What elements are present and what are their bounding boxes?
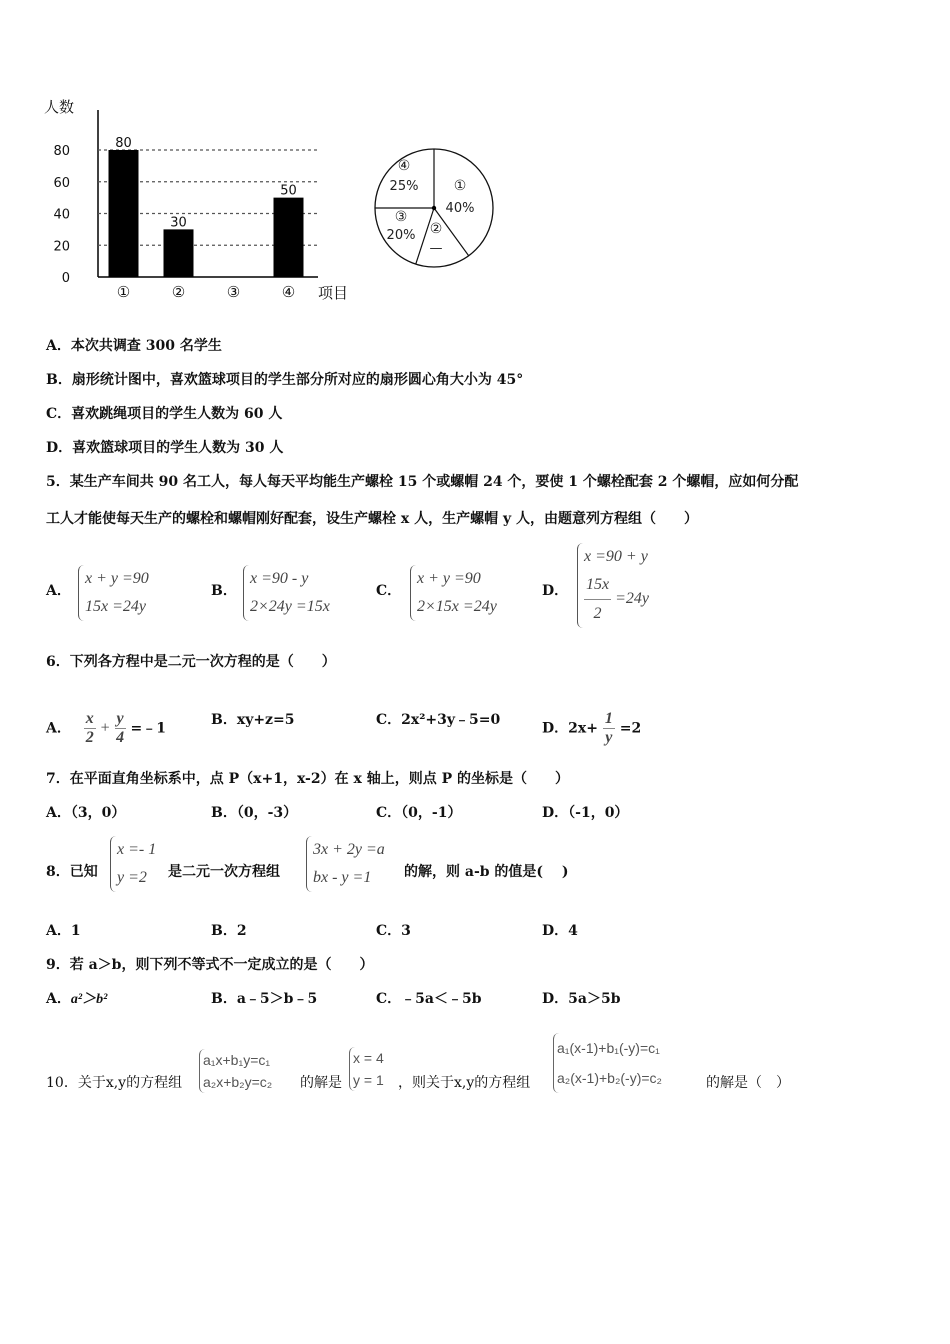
bar-1 xyxy=(109,150,139,277)
q5-option-a-key: A． xyxy=(46,583,71,599)
q8-equation-system: 3x + 2y =a bx - y =1 xyxy=(306,836,385,892)
q8-solution-system: x =- 1 y =2 xyxy=(110,836,156,892)
q8-option-c: C．3 xyxy=(376,923,411,939)
pie-center-dot xyxy=(432,206,436,210)
q4-option-b: B．扇形统计图中，喜欢篮球项目的学生部分所对应的扇形圆心角大小为 45° xyxy=(46,372,524,388)
y-tick-label: 20 xyxy=(53,239,70,255)
q6-a-fraction-1: $\frac{x}{2}$ xyxy=(85,710,94,746)
pie-slice-label: ③ xyxy=(394,209,408,225)
q6-a-fraction-2: $\frac{y}{4}$ xyxy=(116,710,125,746)
q7-option-c: C．（0，-1） xyxy=(376,805,462,821)
q10-solution: x = 4 y = 1 xyxy=(349,1047,384,1091)
q6-option-d: D．2x+ $\frac{1}{y}$ =2 xyxy=(542,710,642,746)
q8-mid: 是二元一次方程组 xyxy=(168,864,280,880)
q8-option-b: B．2 xyxy=(211,923,247,939)
q10-mid2: ，则关于x,y的方程组 xyxy=(398,1075,531,1091)
q5-stem-line2: 工人才能使每天生产的螺栓和螺帽刚好配套，设生产螺栓 x 人，生产螺帽 y 人，由题意列方程组（ ） xyxy=(46,511,698,527)
q8-option-d: D．4 xyxy=(542,923,578,939)
q5-d-fraction: $\frac{15x}{2}$ xyxy=(584,571,611,628)
q9-stem: 9．若 a＞b，则下列不等式不一定成立的是（ ） xyxy=(46,957,374,973)
q5-option-b-system: x =90 - y 2×24y =15x xyxy=(243,565,330,621)
q5-option-d-system: x =90 + y $\frac{15x}{2}$ =24y xyxy=(577,543,649,628)
x-tick-label: ④ xyxy=(281,283,296,301)
q5-option-d-key: D． xyxy=(542,583,569,599)
q5-option-c-key: C． xyxy=(376,583,402,599)
q5-stem-line1: 5．某生产车间共 90 名工人，每人每天平均能生产螺栓 15 个或螺帽 24 个，要使 1 个螺栓配套 2 个螺帽，应如何分配 xyxy=(46,474,799,490)
q6-stem: 6．下列各方程中是二元一次方程的是（ ） xyxy=(46,654,336,670)
q6-option-a: A． $\frac{x}{2}$ + $\frac{y}{4}$ =﹣1 xyxy=(46,710,166,746)
q10-system-2: a₁(x-1)+b₁(-y)=c₁ a₂(x-1)+b₂(-y)=c₂ xyxy=(553,1033,662,1093)
q9-option-c: C．﹣5a＜﹣5b xyxy=(376,991,482,1007)
x-axis-label: 项目 xyxy=(318,284,349,302)
q9-option-b: B．a﹣5＞b﹣5 xyxy=(211,991,318,1007)
x-tick-label: ③ xyxy=(226,283,241,301)
q7-option-d: D．（-1，0） xyxy=(542,805,629,821)
pie-slice-value: 25% xyxy=(389,179,419,194)
q9-option-d: D．5a＞5b xyxy=(542,991,621,1007)
pie-slice-value: 40% xyxy=(445,201,475,216)
pie-chart xyxy=(368,142,503,272)
q5-option-a-system: x + y =90 15x =24y xyxy=(78,565,149,621)
bar-4 xyxy=(274,198,304,277)
y-tick-label: 40 xyxy=(53,207,70,223)
y-axis-label: 人数 xyxy=(44,98,75,116)
bar-2 xyxy=(164,229,194,277)
q6-d-fraction: $\frac{1}{y}$ xyxy=(604,710,613,746)
x-tick-label: ② xyxy=(171,283,186,301)
y-tick-label: 0 xyxy=(61,271,70,286)
q10-pre: 10．关于x,y的方程组 xyxy=(46,1075,183,1091)
bar-data-label: 50 xyxy=(280,183,297,199)
q8-pre: 8．已知 xyxy=(46,864,98,880)
q7-option-a: A．（3，0） xyxy=(46,805,126,821)
bar-data-label: 30 xyxy=(170,215,187,231)
q4-option-c: C．喜欢跳绳项目的学生人数为 60 人 xyxy=(46,406,283,422)
pie-slice-label: ④ xyxy=(397,158,411,174)
pie-slice-value: — xyxy=(429,241,443,256)
bar-data-label: 80 xyxy=(115,136,132,151)
q8-option-a: A．1 xyxy=(46,923,81,939)
q10-system-1: a₁x+b₁y=c₁ a₂x+b₂y=c₂ xyxy=(199,1049,272,1093)
q6-option-b: B．xy+z=5 xyxy=(211,712,295,728)
q7-stem: 7．在平面直角坐标系中，点 P（x+1，x-2）在 x 轴上，则点 P 的坐标是（ ） xyxy=(46,771,569,787)
pie-slice-value: 20% xyxy=(386,228,416,243)
pie-slice-label: ① xyxy=(453,178,467,194)
q9-option-a: A．a²＞b² xyxy=(46,991,108,1007)
q4-option-d: D．喜欢篮球项目的学生人数为 30 人 xyxy=(46,440,284,456)
q8-post: 的解，则 a-b 的值是( ) xyxy=(404,864,569,880)
q4-option-a: A．本次共调查 300 名学生 xyxy=(46,338,222,354)
y-tick-label: 80 xyxy=(53,144,70,159)
q5-option-b-key: B． xyxy=(211,583,237,599)
bar-chart xyxy=(40,92,360,304)
q6-option-c: C．2x²+3y﹣5=0 xyxy=(376,712,501,728)
y-tick-label: 60 xyxy=(53,175,70,191)
q5-option-c-system: x + y =90 2×15x =24y xyxy=(410,565,497,621)
q10-post: 的解是（ ） xyxy=(706,1075,790,1091)
q10-mid1: 的解是 xyxy=(300,1075,342,1091)
pie-slice-label: ② xyxy=(429,221,443,237)
x-tick-label: ① xyxy=(116,283,131,301)
q7-option-b: B．（0，-3） xyxy=(211,805,298,821)
